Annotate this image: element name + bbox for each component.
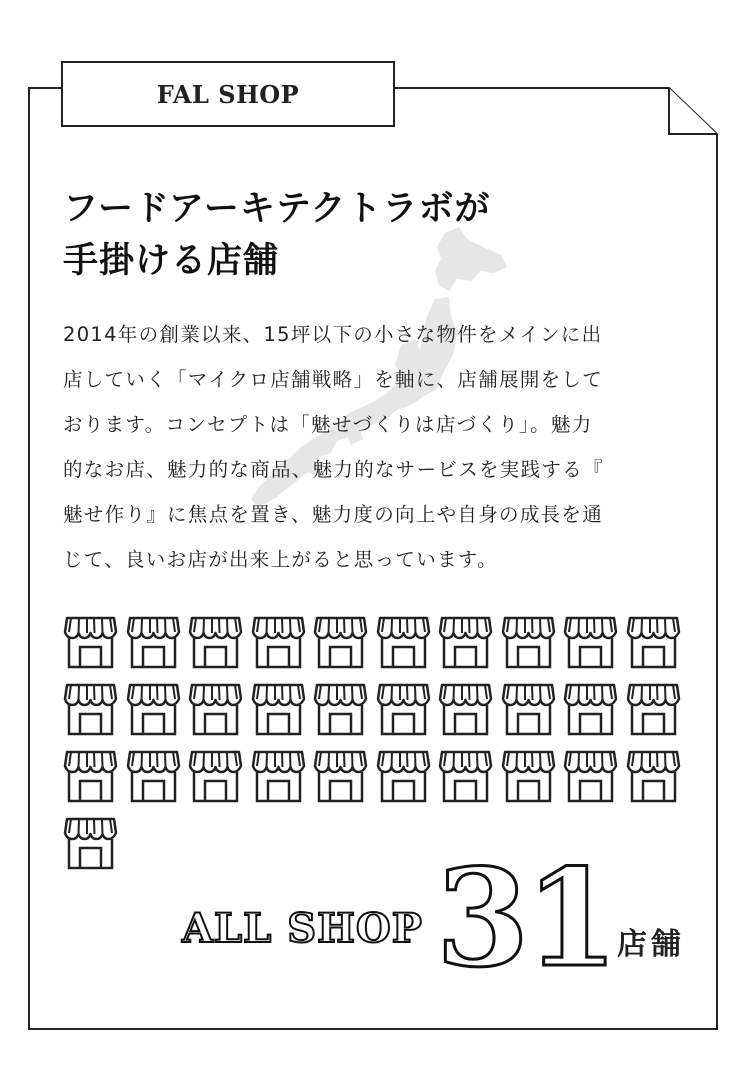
all-shop-label: ALL SHOP: [182, 905, 423, 952]
storefront-icon: [501, 748, 556, 804]
storefront-icon: [438, 614, 493, 670]
shop-count-unit: 店舗: [617, 927, 685, 962]
description-line: 的なお店、魅力的な商品、魅力的なサービスを実践する『: [63, 458, 604, 481]
storefront-icon: [251, 614, 306, 670]
storefront-icon: [188, 681, 243, 737]
storefront-icon: [501, 614, 556, 670]
storefront-icon: [626, 748, 681, 804]
heading-line-1: フードアーキテクトラボが: [63, 189, 491, 229]
description-line: 2014年の創業以来、15坪以下の小さな物件をメインに出: [63, 323, 603, 346]
storefront-icon: [63, 815, 118, 871]
storefront-icon: [313, 681, 368, 737]
page-heading: [63, 183, 623, 287]
storefront-icon: [63, 681, 118, 737]
storefront-icon: [63, 748, 118, 804]
storefront-icon: [251, 748, 306, 804]
storefront-icon: [376, 614, 431, 670]
storefront-icon: [188, 614, 243, 670]
shop-count-number: 31: [436, 839, 615, 997]
storefront-icon: [438, 748, 493, 804]
storefront-icon: [188, 748, 243, 804]
storefront-icon: [563, 614, 618, 670]
storefront-icon: [376, 748, 431, 804]
section-tab: [61, 61, 395, 127]
storefront-icon: [126, 681, 181, 737]
storefront-icon: [63, 614, 118, 670]
description-line: じて、良いお店が出来上がると思っています。: [63, 548, 498, 571]
storefront-icon: [313, 748, 368, 804]
section-tab-label: FAL SHOP: [156, 79, 300, 109]
storefront-icon: [126, 748, 181, 804]
description-line: おります。コンセプトは「魅せづくりは店づくり」。魅力: [63, 413, 593, 436]
storefront-icon: [501, 681, 556, 737]
storefront-icon: [438, 681, 493, 737]
storefront-icon: [563, 748, 618, 804]
storefront-icon: [376, 681, 431, 737]
description-line: 魅せ作り』に焦点を置き、魅力度の向上や自身の成長を通: [63, 503, 604, 526]
description-text: [63, 312, 703, 582]
heading-line-2: 手掛ける店舗: [63, 241, 280, 281]
description-line: 店していく「マイクロ店舗戦略」を軸に、店舗展開をして: [63, 368, 604, 391]
storefront-icon: [313, 614, 368, 670]
storefront-icon: [251, 681, 306, 737]
storefront-icon: [563, 681, 618, 737]
storefront-icon: [626, 681, 681, 737]
storefront-icon: [126, 614, 181, 670]
storefront-icon: [626, 614, 681, 670]
